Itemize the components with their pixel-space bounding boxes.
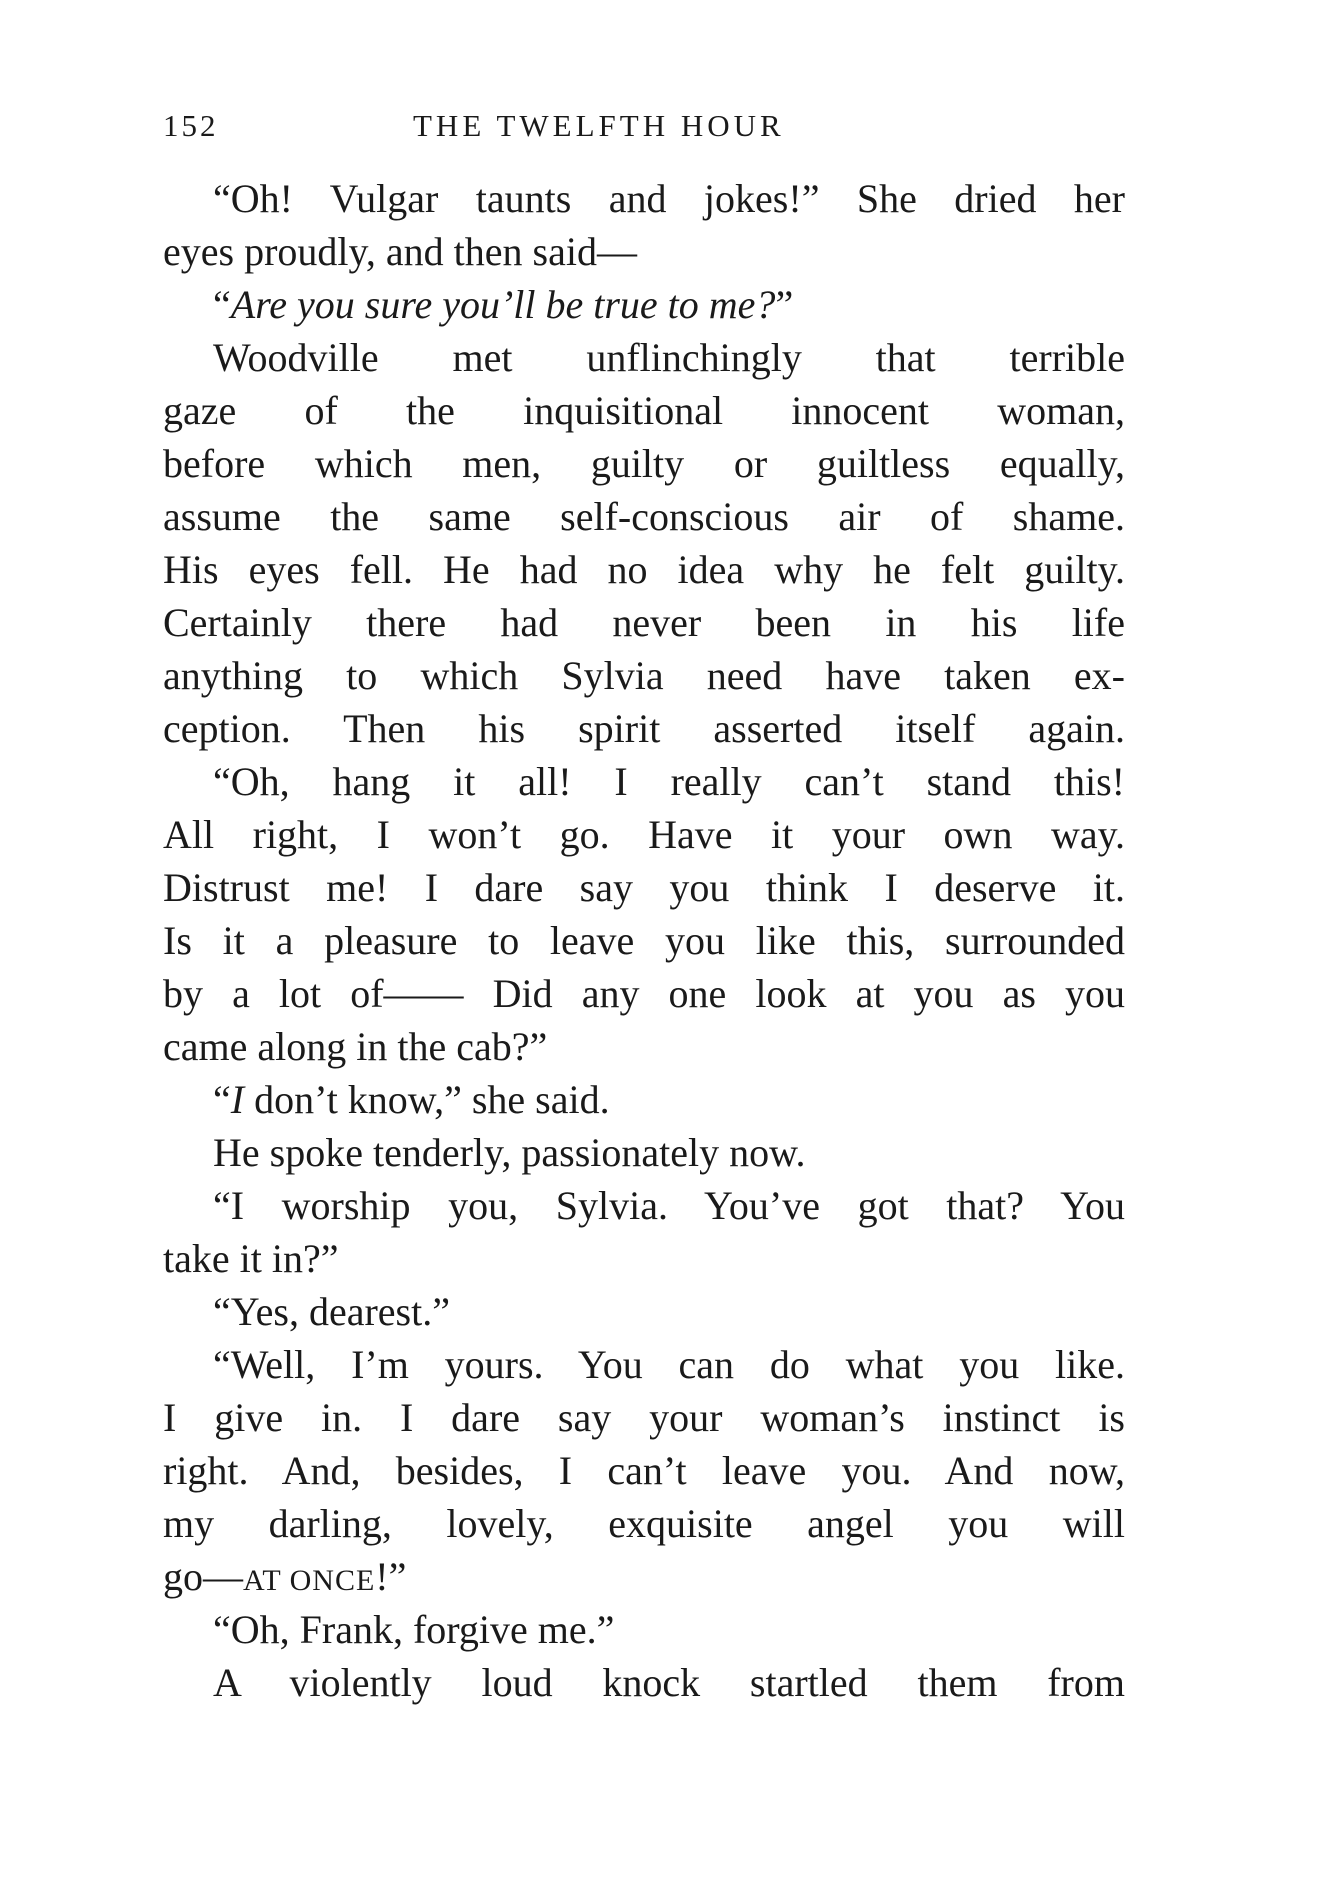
italic-pronoun: I <box>230 1077 245 1122</box>
open-quote: “ <box>213 1077 231 1122</box>
text-line: Woodville met unflinchingly that terrible <box>213 335 1125 380</box>
line-start: go— <box>163 1554 243 1599</box>
text-line: take it in?” <box>163 1236 339 1281</box>
running-title: THE TWELFTH HOUR <box>413 108 785 143</box>
text-line-small-caps <box>163 1550 1125 1603</box>
text-line-italic-i <box>163 1073 1125 1126</box>
italic-question: Are you sure you’ll be true to me? <box>230 282 776 327</box>
text-line: He spoke tenderly, passionately now. <box>213 1130 806 1175</box>
text-line: by a lot of—— Did any one look at you as you <box>163 971 1125 1016</box>
text-line: “I worship you, Sylvia. You’ve got that? You <box>213 1183 1125 1228</box>
text-line: Distrust me! I dare say you think I deserve it. <box>163 865 1125 910</box>
text-line: assume the same self-conscious air of shame. <box>163 494 1125 539</box>
text-line: I give in. I dare say your woman’s instinct is <box>163 1395 1125 1440</box>
text-line: “Yes, dearest.” <box>213 1289 450 1334</box>
text-line: my darling, lovely, exquisite angel you will <box>163 1501 1125 1546</box>
text-line: Certainly there had never been in his life <box>163 600 1125 645</box>
text-line: Is it a pleasure to leave you like this, surrounded <box>163 918 1125 963</box>
text-line: before which men, guilty or guiltless equally, <box>163 441 1125 486</box>
text-line: All right, I won’t go. Have it your own way. <box>163 812 1125 857</box>
line-remainder: don’t know,” she said. <box>244 1077 610 1122</box>
text-line: came along in the cab?” <box>163 1024 548 1069</box>
body-text <box>163 172 1125 1709</box>
text-line: His eyes fell. He had no idea why he felt guilty. <box>163 547 1125 592</box>
text-line: eyes proudly, and then said— <box>163 229 637 274</box>
text-line: gaze of the inquisitional innocent woman, <box>163 388 1125 433</box>
page-number: 152 <box>163 108 219 143</box>
line-end: !” <box>375 1554 407 1599</box>
text-line: ception. Then his spirit asserted itself again. <box>163 706 1125 751</box>
text-line: “Oh, Frank, forgive me.” <box>213 1607 615 1652</box>
text-line: “Well, I’m yours. You can do what you like. <box>213 1342 1125 1387</box>
text-line: A violently loud knock startled them from <box>213 1660 1125 1705</box>
close-quote: ” <box>775 282 794 327</box>
running-head <box>163 108 1125 154</box>
text-line: right. And, besides, I can’t leave you. And now, <box>163 1448 1125 1493</box>
text-line: anything to which Sylvia need have taken ex- <box>163 653 1125 698</box>
text-line: “Oh! Vulgar taunts and jokes!” She dried her <box>213 176 1125 221</box>
small-caps-phrase: AT ONCE <box>243 1564 376 1597</box>
text-line: “Oh, hang it all! I really can’t stand this! <box>213 759 1125 804</box>
text-line-italic-quote <box>163 278 1125 331</box>
open-quote: “ <box>213 282 231 327</box>
